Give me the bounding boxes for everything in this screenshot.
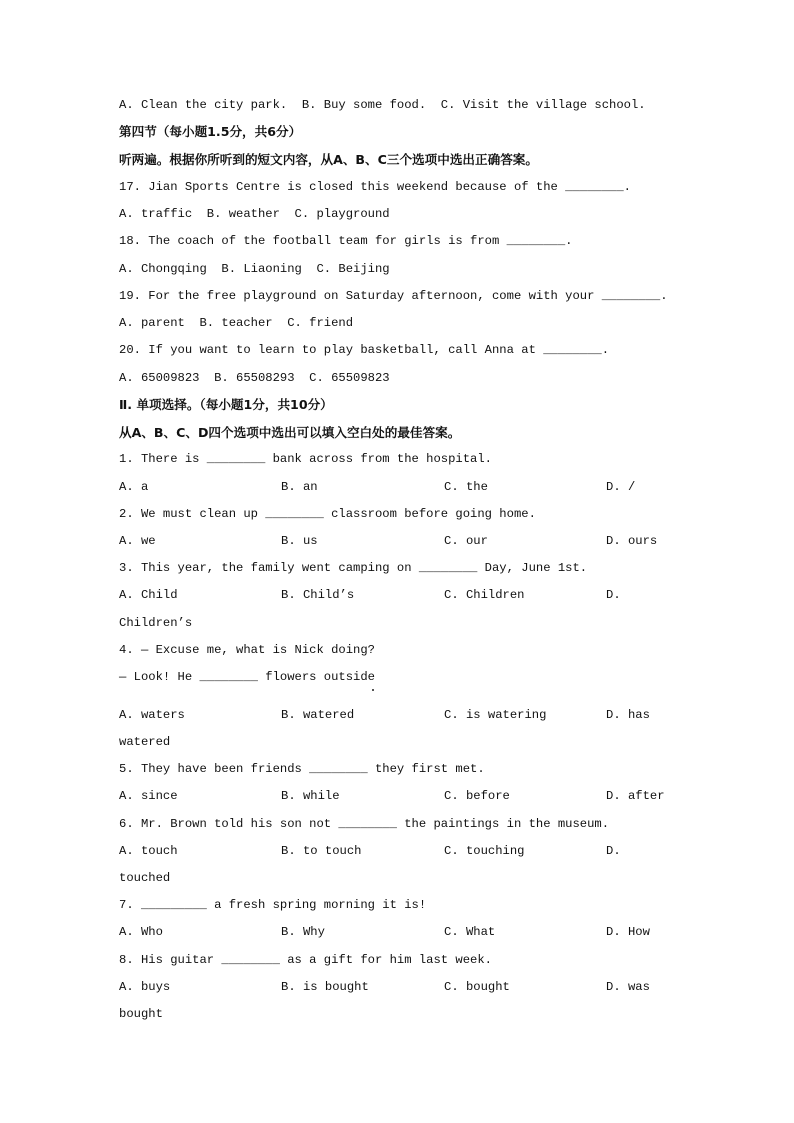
question-19-options: A. parent B. teacher C. friend [119,316,354,330]
q6-option-b: B. to touch [281,844,362,858]
question-20: 20. If you want to learn to play basketball, call Anna at ________. [119,343,610,357]
q4-option-d: D. has [606,708,650,722]
q1-option-a: A. a [119,480,149,494]
part2-instruction: 从A、B、C、D四个选项中选出可以填入空白处的最佳答案。 [119,425,461,440]
section4-title: 第四节（每小题1.5分，共6分） [119,124,302,139]
q5-option-d: D. after [606,789,665,803]
question-18-options: A. Chongqing B. Liaoning C. Beijing [119,262,390,276]
q7-option-a: A. Who [119,925,163,939]
mc-question-2: 2. We must clean up ________ classroom before going home. [119,507,536,521]
q5-option-b: B. while [281,789,340,803]
stray-mark [372,689,374,691]
mc-question-3: 3. This year, the family went camping on ________ Day, June 1st. [119,561,588,575]
q1-option-b: B. an [281,480,318,494]
q6-option-c: C. touching [444,844,525,858]
q7-option-c: C. What [444,925,496,939]
q6-option-d: D. [606,844,621,858]
q8-option-c: C. bought [444,980,510,994]
q2-option-c: C. our [444,534,488,548]
q2-option-d: D. ours [606,534,658,548]
q4-option-b: B. watered [281,708,355,722]
question-18: 18. The coach of the football team for girls is from ________. [119,234,573,248]
q3-option-d-continued: Children’s [119,616,193,630]
q3-option-c: C. Children [444,588,525,602]
prev-question-options: A. Clean the city park. B. Buy some food. C. Visit the village school. [119,98,646,112]
q4-option-d-continued: watered [119,735,171,749]
q3-option-b: B. Child’s [281,588,355,602]
mc-question-4-line1: 4. — Excuse me, what is Nick doing? [119,643,375,657]
q8-option-d: D. was [606,980,650,994]
question-20-options: A. 65009823 B. 65508293 C. 65509823 [119,371,390,385]
mc-question-1: 1. There is ________ bank across from the hospital. [119,452,492,466]
q1-option-c: C. the [444,480,488,494]
q5-option-a: A. since [119,789,178,803]
question-17-options: A. traffic B. weather C. playground [119,207,390,221]
q6-option-d-continued: touched [119,871,171,885]
q4-option-a: A. waters [119,708,185,722]
q6-option-a: A. touch [119,844,178,858]
q8-option-d-continued: bought [119,1007,163,1021]
section4-instruction: 听两遍。根据你所听到的短文内容，从A、B、C三个选项中选出正确答案。 [119,152,538,167]
q2-option-b: B. us [281,534,318,548]
q7-option-b: B. Why [281,925,325,939]
q2-option-a: A. we [119,534,156,548]
question-19: 19. For the free playground on Saturday afternoon, come with your ________. [119,289,668,303]
q1-option-d: D. / [606,480,636,494]
q5-option-c: C. before [444,789,510,803]
q3-option-d: D. [606,588,621,602]
mc-question-4-line2: — Look! He ________ flowers outside [119,670,375,684]
mc-question-5: 5. They have been friends ________ they first met. [119,762,485,776]
q8-option-b: B. is bought [281,980,369,994]
q8-option-a: A. buys [119,980,171,994]
q4-option-c: C. is watering [444,708,547,722]
q3-option-a: A. Child [119,588,178,602]
question-17: 17. Jian Sports Centre is closed this weekend because of the ________. [119,180,631,194]
q7-option-d: D. How [606,925,650,939]
part2-title: Ⅱ. 单项选择。（每小题1分，共10分） [119,397,333,412]
mc-question-8: 8. His guitar ________ as a gift for him last week. [119,953,492,967]
mc-question-6: 6. Mr. Brown told his son not ________ the paintings in the museum. [119,817,610,831]
mc-question-7: 7. _________ a fresh spring morning it is! [119,898,427,912]
